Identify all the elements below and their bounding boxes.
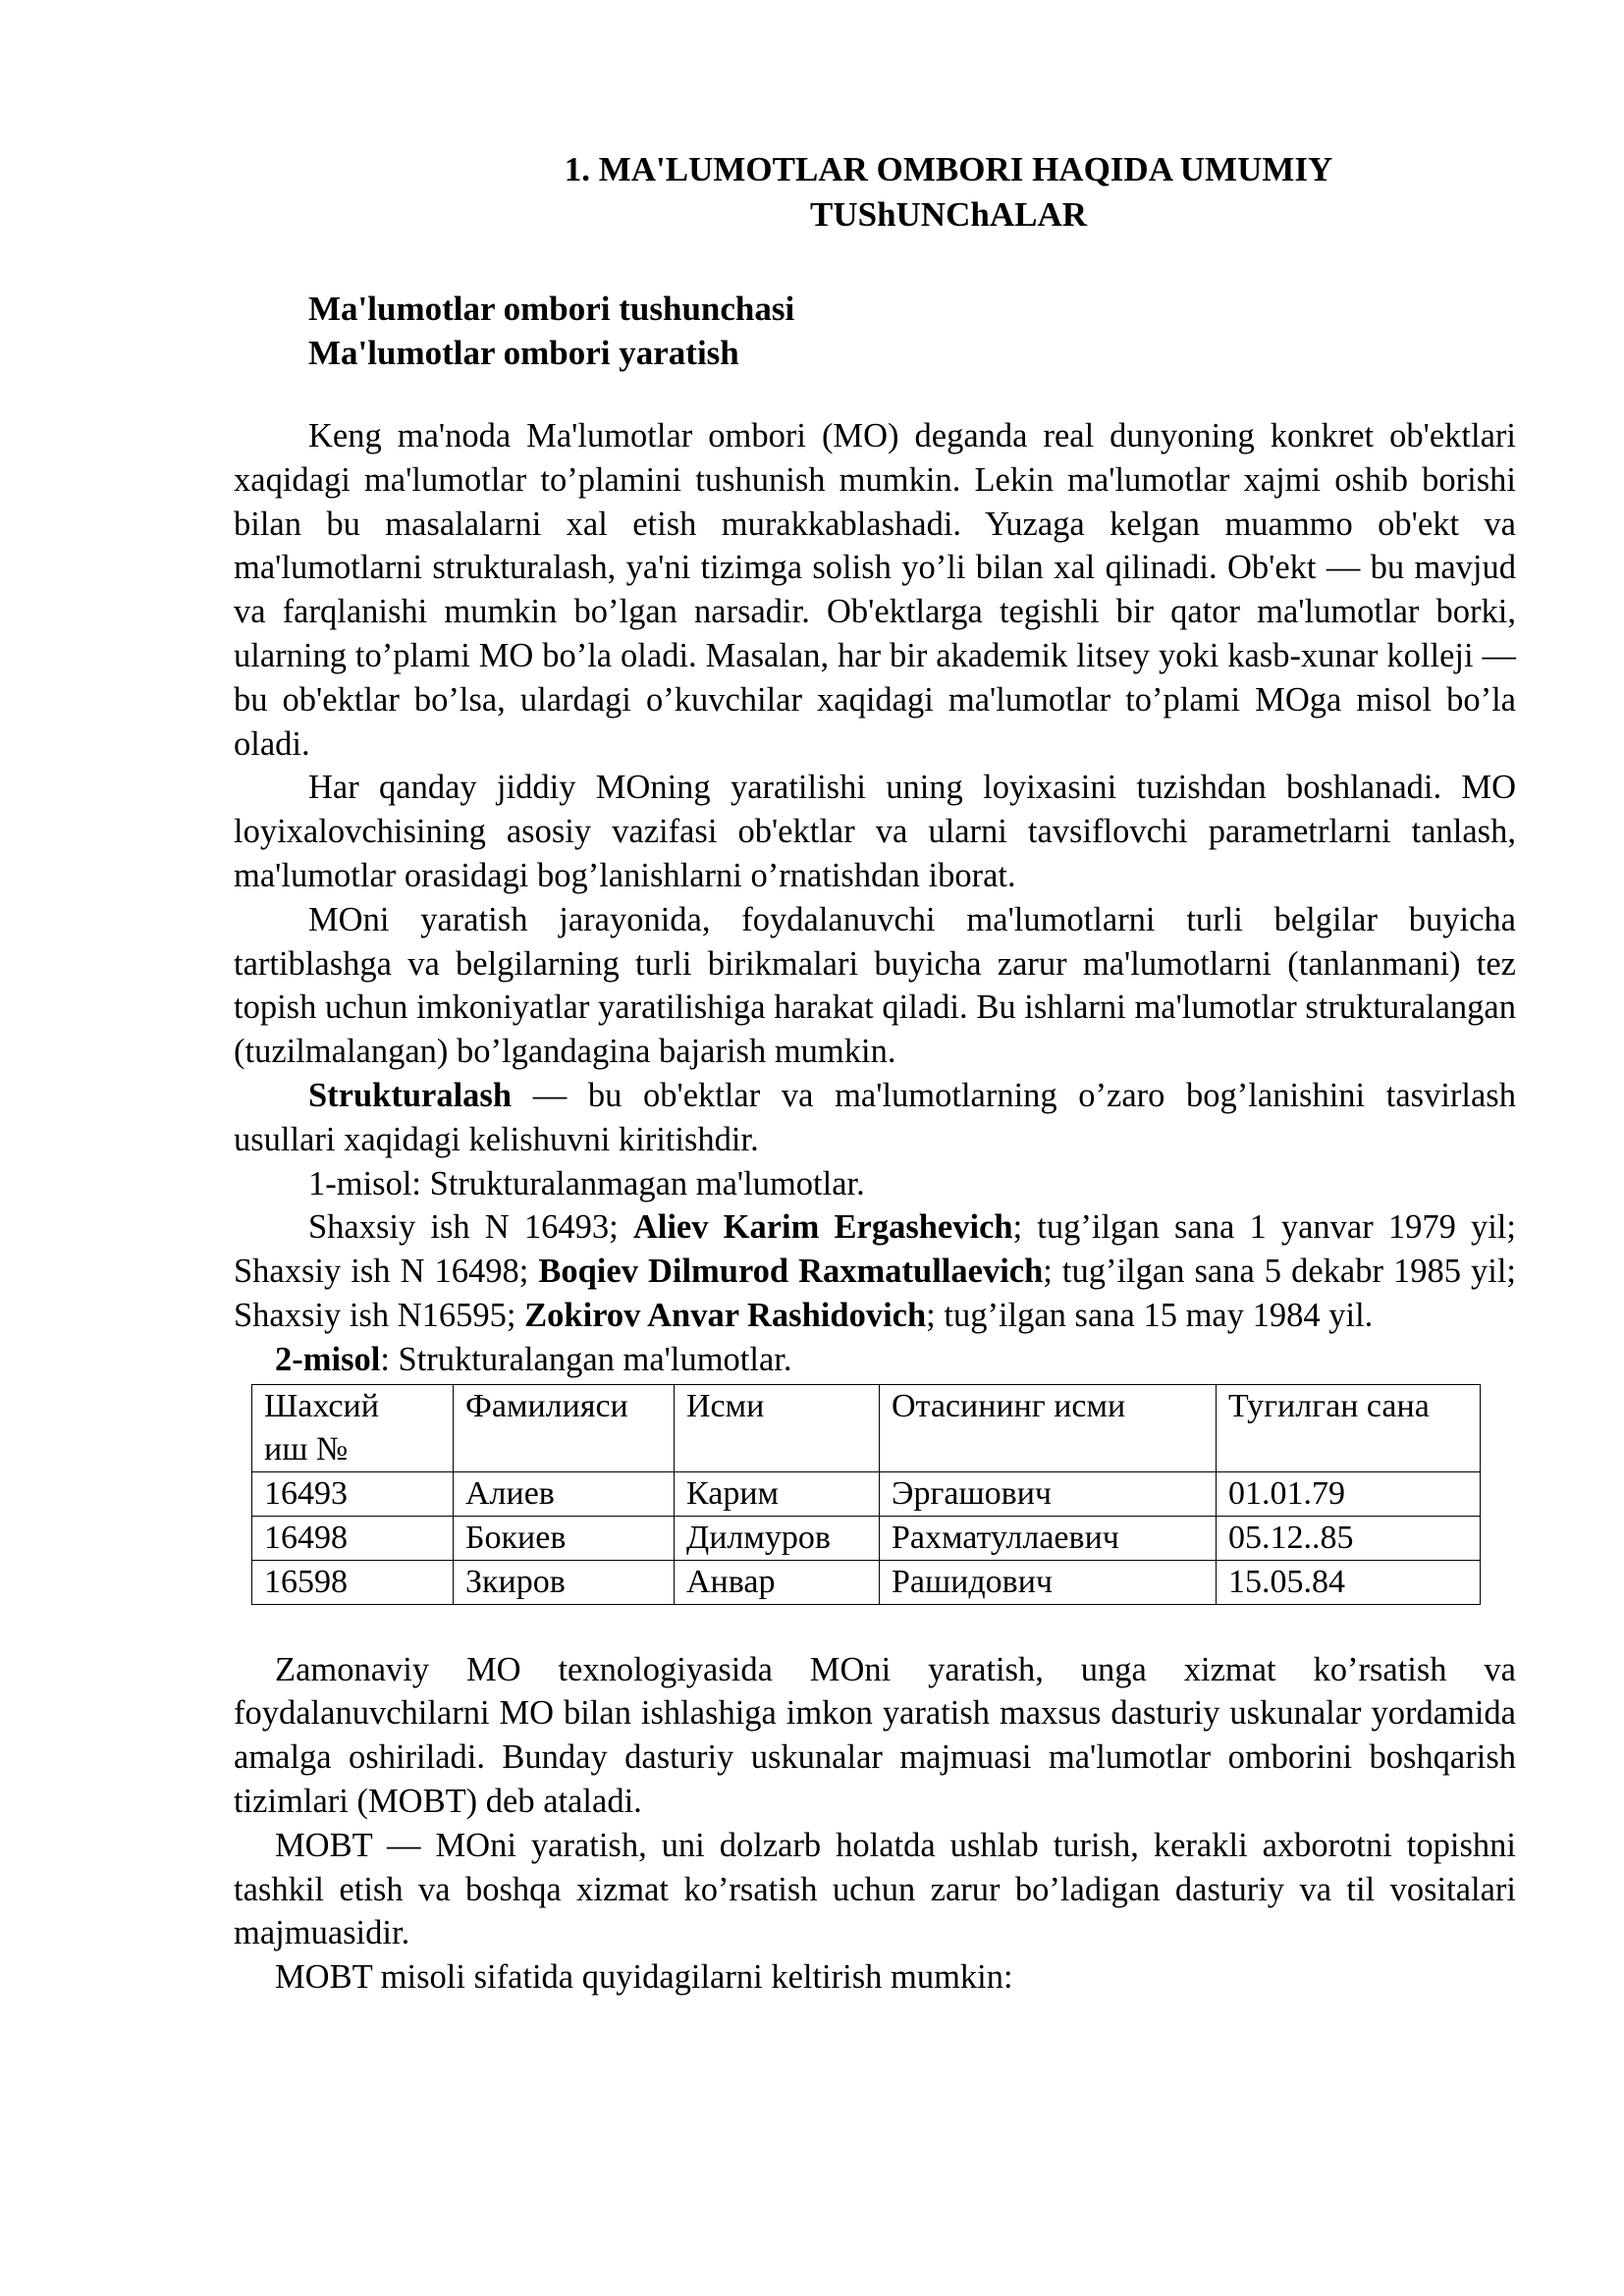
subheading-1: Ma'lumotlar ombori tushunchasi bbox=[308, 290, 795, 328]
table-cell: Рашидович bbox=[880, 1560, 1217, 1604]
example-2-caption bbox=[234, 1338, 1516, 1382]
example-2-label: 2-misol bbox=[275, 1340, 381, 1378]
p6-name-2: Boqiev Dilmurod Raxmatullaevich bbox=[538, 1253, 1044, 1291]
p6-text-3: ; tug’ilgan sana 5 dekabr 1985 yil; Shaxsiy ish N16595; bbox=[234, 1253, 1516, 1334]
table-header-cell: Шахсий иш № bbox=[252, 1384, 454, 1471]
paragraph-1: Keng ma'noda Ma'lumotlar ombori (MO) deganda real dunyoning konkret ob'ektlari xaqidagi ma'lumotlar to’plamini tushunish mumkin. Lekin ma'lumotlar xajmi oshib borishi bilan bu masalalarni xal etish murakkablashadi. Yuzaga kelgan muammo ob'ekt va ma'lumotlarni strukturalash, ya'ni tizimga solish yo’li bilan xal qilinadi. Ob'ekt — bu mavjud va farqlanishi mumkin bo’lgan narsadir. Ob'ektlarga tegishli bir qator ma'lumotlar borki, ularning to’plami MO bo’la oladi. Masalan, har bir akademik litsey yoki kasb-xunar kolleji — bu ob'ektlar bo’lsa, ulardagi o’kuvchilar xaqidagi ma'lumotlar to’plami MOga misol bo’la oladi. bbox=[234, 417, 1516, 763]
table-cell: 05.12..85 bbox=[1217, 1516, 1481, 1560]
table-cell: 01.01.79 bbox=[1217, 1471, 1481, 1516]
structured-data-table bbox=[251, 1384, 1481, 1605]
table-header-row bbox=[252, 1384, 1481, 1471]
paragraph-3: MOni yaratish jarayonida, foydalanuvchi ma'lumotlarni turli belgilar buyicha tartiblashga va belgilarning turli birikmalari buyicha zarur ma'lumotlarni (tanlanmani) tez topish uchun imkoniyatlar yaratilishiga harakat qiladi. Bu ishlarni ma'lumotlar strukturalangan (tuzilmalangan) bo’lgandagina bajarish mumkin. bbox=[234, 900, 1516, 1071]
title-line-1: 1. MA'LUMOTLAR OMBORI HAQIDA UMUMIY bbox=[564, 150, 1333, 188]
paragraph-9: MOBT — MOni yaratish, uni dolzarb holatda ushlab turish, kerakli axborotni topishni tashkil etish va boshqa xizmat ko’rsatish uchun zarur bo’ladigan dasturiy va til vositalari majmuasidir. bbox=[234, 1826, 1516, 1952]
table-cell: 16598 bbox=[252, 1560, 454, 1604]
closing-section bbox=[234, 1648, 1516, 2000]
table-cell: Эргашович bbox=[880, 1471, 1217, 1516]
table-row bbox=[252, 1560, 1481, 1604]
table-header-cell: Отасининг исми bbox=[880, 1384, 1217, 1471]
table-header-cell: Тугилган сана bbox=[1217, 1384, 1481, 1471]
table-row bbox=[252, 1471, 1481, 1516]
p6-name-3: Zokirov Anvar Rashidovich bbox=[524, 1296, 927, 1334]
table-cell: Зкиров bbox=[454, 1560, 675, 1604]
title-line-2: TUShUNChALAR bbox=[809, 195, 1088, 234]
subheadings bbox=[234, 287, 1516, 375]
paragraph-4-text: — bu ob'ektlar va ma'lumotlarning o’zaro bog’lanishini tasvirlash usullari xaqidagi kelishuvni kiritishdir. bbox=[234, 1076, 1516, 1158]
table-cell: Анвар bbox=[675, 1560, 880, 1604]
table-cell: Дилмуров bbox=[675, 1516, 880, 1560]
document-page bbox=[234, 147, 1516, 2000]
table-cell: 16493 bbox=[252, 1471, 454, 1516]
paragraph-6 bbox=[234, 1205, 1516, 1337]
paragraph-2: Har qanday jiddiy MOning yaratilishi uning loyixasini tuzishdan boshlanadi. MO loyixalovchisining asosiy vazifasi ob'ektlar va ularni tavsiflovchi parametrlarni tanlash, ma'lumotlar orasidagi bog’lanishlarni o’rnatishdan iborat. bbox=[234, 769, 1516, 894]
table-cell: Алиев bbox=[454, 1471, 675, 1516]
example-2-text: : Strukturalangan ma'lumotlar. bbox=[380, 1340, 792, 1378]
paragraph-8: Zamonaviy MO texnologiyasida MOni yaratish, unga xizmat ko’rsatish va foydalanuvchilarni MO bilan ishlashiga imkon yaratish maxsus dasturiy uskunalar yordamida amalga oshiriladi. Bunday dasturiy uskunalar majmuasi ma'lumotlar omborini boshqarish tizimlari (MOBT) deb ataladi. bbox=[234, 1650, 1516, 1820]
table-cell: 16498 bbox=[252, 1516, 454, 1560]
table-cell: 15.05.84 bbox=[1217, 1560, 1481, 1604]
p6-text-1: Shaxsiy ish N 16493; bbox=[308, 1208, 633, 1247]
table-cell: Бокиев bbox=[454, 1516, 675, 1560]
table-cell: Рахматуллаевич bbox=[880, 1516, 1217, 1560]
document-body bbox=[234, 414, 1516, 2000]
paragraph-4 bbox=[234, 1074, 1516, 1162]
term-strukturalash: Strukturalash bbox=[308, 1076, 513, 1114]
p6-text-4: ; tug’ilgan sana 15 may 1984 yil. bbox=[926, 1296, 1374, 1334]
subheading-2: Ma'lumotlar ombori yaratish bbox=[308, 334, 739, 372]
paragraph-10: MOBT misoli sifatida quyidagilarni keltirish mumkin: bbox=[275, 1958, 1013, 1997]
table-header-cell: Фамилияси bbox=[454, 1384, 675, 1471]
p6-text-2: ; tug’ilgan sana 1 yanvar 1979 yil; Shaxsiy ish N 16498; bbox=[234, 1208, 1516, 1291]
p6-name-1: Aliev Karim Ergashevich bbox=[632, 1208, 1013, 1247]
table-cell: Карим bbox=[675, 1471, 880, 1516]
table-header-cell: Исми bbox=[675, 1384, 880, 1471]
example-1-caption: 1-misol: Strukturalanmagan ma'lumotlar. bbox=[308, 1164, 865, 1202]
table-row bbox=[252, 1516, 1481, 1560]
page-title bbox=[234, 147, 1516, 238]
